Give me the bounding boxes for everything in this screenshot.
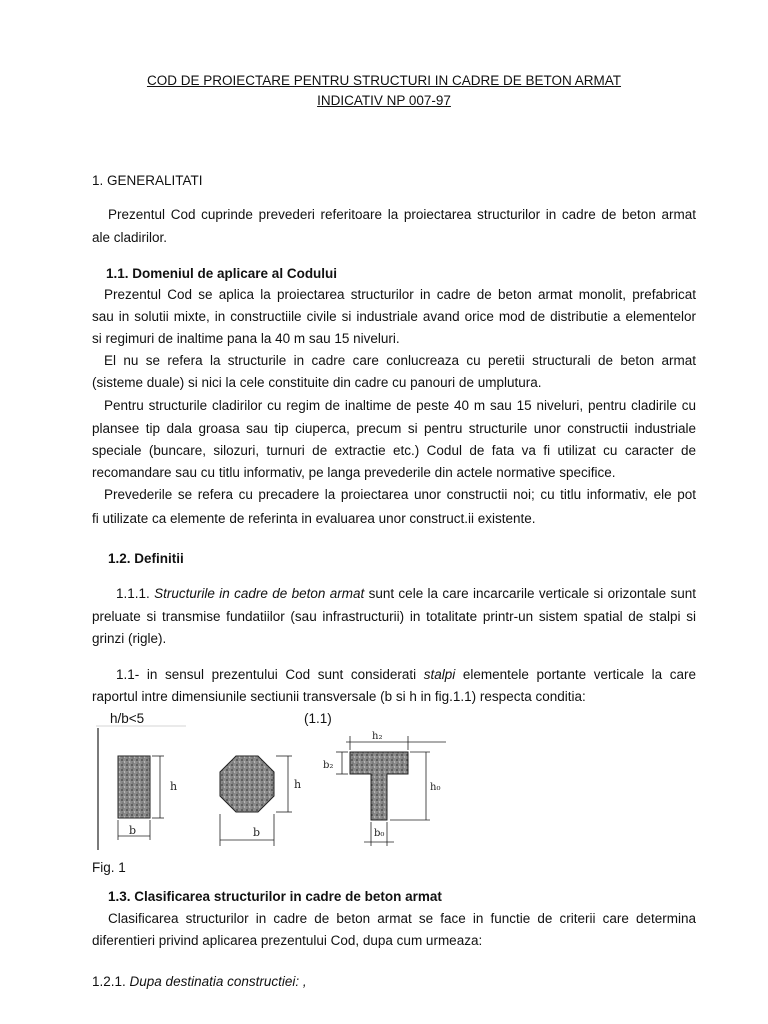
definition-line <box>92 664 696 686</box>
formula: h/b<5 <box>110 711 145 726</box>
paragraph-line: Prezentul Cod cuprinde prevederi referitoare la proiectarea structurilor in cadre de beton armat <box>108 207 696 222</box>
octagonal-section <box>220 756 274 812</box>
paragraph-line: raportul intre dimensiunile sectiunii transversale (b si h in fig.1.1) respecta conditia: <box>92 689 586 704</box>
subsection-number: 1.2.1. <box>92 974 130 989</box>
label-h0: h₀ <box>430 782 441 793</box>
section-heading-clasificare: 1.3. Clasificarea structurilor in cadre de beton armat <box>108 889 442 904</box>
paragraph-line: speciale (buncare, silozuri, turnuri de extractie etc.) Codul de fata va fi utilizat cu caracter de <box>92 443 696 458</box>
paragraph-line: preluate si transmise fundatiilor (sau infrastructurii) in totalitate printr-un sistem spatial de stalpi si <box>92 609 696 624</box>
paragraph-line: (sisteme duale) si nici la cele constituite din cadre cu panouri de umplutura. <box>92 375 542 390</box>
paragraph-line: Pentru structurile cladirilor cu regim de inaltime de peste 40 m sau 15 niveluri, pentru cladirile cu <box>104 398 696 413</box>
paragraph-line: recomandare sau cu titlu informativ, pe langa prevederile din actele normative specifice. <box>92 465 616 480</box>
t-section <box>350 752 408 820</box>
label-b0: b₀ <box>374 828 385 839</box>
paragraph-line: Clasificarea structurilor in cadre de beton armat se face in functie de criterii care determina <box>108 911 696 926</box>
paragraph-line: Prevederile se refera cu precadere la proiectarea unor constructii noi; cu titlu informativ, ele pot <box>104 487 696 502</box>
definition-term: Structurile in cadre de beton armat <box>154 586 365 601</box>
section-heading-domeniu: 1.1. Domeniul de aplicare al Codului <box>106 266 338 281</box>
document-title: COD DE PROIECTARE PENTRU STRUCTURI IN CADRE DE BETON ARMAT <box>146 73 622 88</box>
paragraph-line: sau in solutii mixte, in constructiile civile si industriale avand orice mod de distributie a elementelor <box>92 309 696 324</box>
paragraph-line: El nu se refera la structurile in cadre care conlucreaza cu peretii structurali de beton armat <box>104 353 696 368</box>
paragraph-line: ale cladirilor. <box>92 230 168 245</box>
definition-text: sunt cele la care incarcarile verticale si orizontale sunt <box>364 586 696 601</box>
formula-number: (1.1) <box>304 711 332 726</box>
label-b: b <box>253 826 261 839</box>
figure-column-sections <box>96 724 456 852</box>
label-h2: h₂ <box>372 731 383 742</box>
paragraph-line: si regimuri de inaltime pana la 40 m sau 15 niveluri. <box>92 331 400 346</box>
subsection-title: Dupa destinatia constructiei: , <box>129 974 307 989</box>
label-h: h <box>170 780 178 793</box>
paragraph-line: fi utilizate ca elemente de referinta in evaluarea unor construct.ii existente. <box>92 511 536 526</box>
definition-line <box>92 583 696 605</box>
definition-text: elementele portante verticale la care <box>455 667 696 682</box>
rectangular-section <box>118 756 150 818</box>
section-heading-definitii: 1.2. Definitii <box>108 551 184 566</box>
subsection-heading <box>92 971 696 993</box>
definition-text: 1.1- in sensul prezentului Cod sunt considerati <box>116 667 424 682</box>
definition-number: 1.1.1. <box>116 586 155 601</box>
paragraph-line: diferentieri privind aplicarea prezentului Cod, dupa cum urmeaza: <box>92 933 483 948</box>
document-indicativ: INDICATIV NP 007-97 <box>317 93 451 108</box>
label-b: b <box>129 824 137 837</box>
paragraph-line: Prezentul Cod se aplica la proiectarea structurilor in cadre de beton armat monolit, prefabricat <box>104 287 696 302</box>
figure-caption: Fig. 1 <box>92 860 126 875</box>
label-h: h <box>294 778 302 791</box>
section-heading-generalitati: 1. GENERALITATI <box>92 173 203 188</box>
label-b2: b₂ <box>323 760 334 771</box>
paragraph-line: plansee tip dala groasa sau tip ciuperca, precum si pentru structurile unor constructii industriale <box>92 421 696 436</box>
definition-term: stalpi <box>423 667 456 682</box>
paragraph-line: grinzi (rigle). <box>92 631 167 646</box>
